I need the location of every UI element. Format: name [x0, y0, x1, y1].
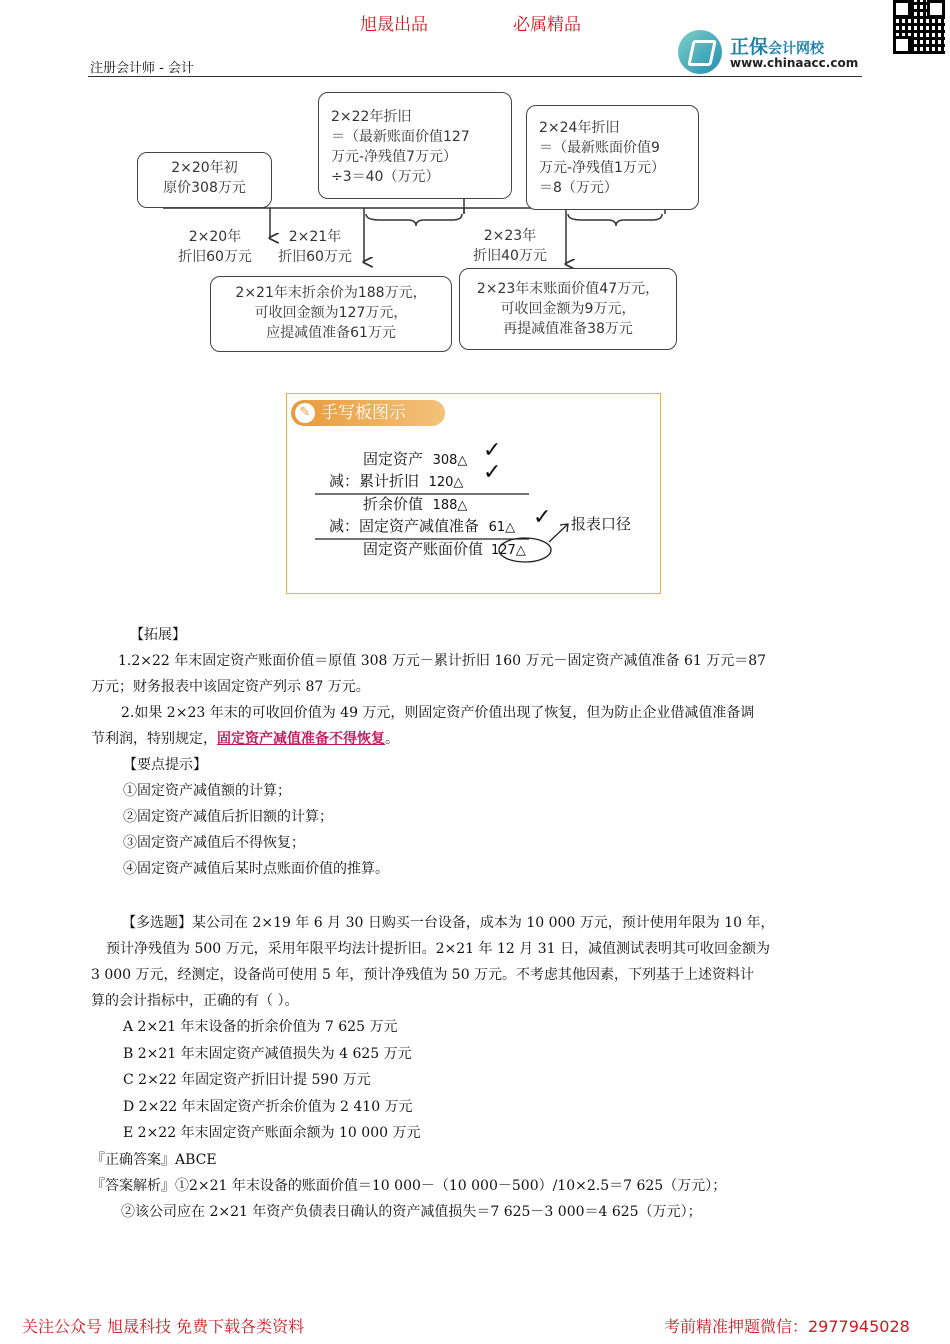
- option-e: E 2×22 年末固定资产账面余额为 10 000 万元: [123, 1125, 421, 1141]
- tip-item: ②固定资产减值后折旧额的计算；: [123, 809, 333, 825]
- analysis-line: 『答案解析』①2×21 年末设备的账面价值＝10 000－（10 000－500）/10×2.5＝7 625（万元）；: [91, 1178, 727, 1194]
- box-2022-depreciation: [318, 92, 512, 199]
- label-line: 折旧60万元: [278, 249, 352, 265]
- emphasis-rule: 固定资产减值准备不得恢复: [217, 731, 385, 747]
- hw-row-label: 固定资产账面价值: [363, 540, 484, 558]
- question-line: 【多选题】某公司在 2×19 年 6 月 30 日购买一台设备，成本为 10 000 万元，预计使用年限为 10 年，: [122, 915, 775, 931]
- label-line: 2×23年: [483, 228, 537, 244]
- box-2024-line: ＝8（万元）: [539, 180, 618, 196]
- correct-answer: 『正确答案』ABCE: [91, 1152, 217, 1168]
- box-2021-year-end: [210, 276, 452, 352]
- subject-title: 注册会计师 - 会计: [90, 61, 194, 76]
- box-2023-end-line: 2×23年末账面价值47万元，: [476, 281, 660, 297]
- label-line: 折旧40万元: [473, 248, 547, 264]
- expand-para-1a: 1.2×22 年末固定资产账面价值＝原值 308 万元－累计折旧 160 万元－固定资产减值准备 61 万元＝87: [118, 653, 767, 669]
- box-2024-depreciation: [526, 105, 699, 210]
- box-2024-line: ＝（最新账面价值9: [539, 140, 660, 156]
- pen-icon: ✎: [295, 403, 315, 423]
- hw-row-label: 固定资产减值准备: [359, 517, 480, 535]
- question-line: 算的会计指标中，正确的有（ ）。: [91, 993, 299, 1009]
- label-line: 折旧60万元: [178, 249, 252, 265]
- label-2021-depreciation: [268, 227, 362, 267]
- handwriting-board: [286, 393, 661, 594]
- box-initial-line: 2×20年初: [171, 160, 238, 176]
- check-mark-icon: ✓: [483, 438, 502, 463]
- tip-item: ④固定资产减值后某时点账面价值的推算。: [123, 861, 389, 877]
- hw-row-value: 120△: [428, 475, 464, 490]
- label-2023-depreciation: [462, 226, 558, 266]
- expand-para-1b: 万元；财务报表中该固定资产列示 87 万元。: [91, 679, 370, 695]
- box-2021-end-line: 2×21年末折余价为188万元，: [235, 285, 427, 301]
- brand-url: www.chinaacc.com: [730, 56, 859, 70]
- hw-row-value: 61△: [488, 520, 516, 535]
- tip-item: ③固定资产减值后不得恢复；: [123, 835, 305, 851]
- brand-name: 正保: [730, 36, 769, 58]
- hw-note: 报表口径: [571, 515, 632, 533]
- hw-row-prefix: 减：: [329, 472, 360, 490]
- box-2023-end-line: 可收回金额为9万元，: [500, 301, 636, 317]
- expand-para-2b: [91, 726, 399, 752]
- tips-title: 【要点提示】: [123, 757, 207, 773]
- box-2024-line: 2×24年折旧: [539, 120, 620, 136]
- option-a: A 2×21 年末设备的折余价值为 7 625 万元: [123, 1019, 398, 1035]
- analysis-line: ②该公司应在 2×21 年资产负债表日确认的资产减值损失＝7 625－3 000＝4 625（万元）；: [121, 1204, 702, 1220]
- header-right-title: 必属精品: [513, 15, 581, 35]
- box-initial-line: 原价308万元: [163, 180, 246, 196]
- box-2022-line: 2×22年折旧: [331, 109, 412, 125]
- check-mark-icon: ✓: [483, 460, 502, 485]
- hw-row-prefix: 减：: [329, 517, 360, 535]
- header-left-title: 旭晟出品: [360, 15, 428, 35]
- handwriting-strokes: [287, 394, 660, 593]
- box-initial-cost: [137, 152, 272, 208]
- box-2024-line: 万元-净残值1万元）: [539, 160, 665, 176]
- expand-2b-pre: 节利润，特别规定，: [91, 731, 217, 747]
- expand-title: 【拓展】: [130, 627, 186, 643]
- hw-row-label: 累计折旧: [359, 472, 420, 490]
- label-line: 2×21年: [288, 229, 342, 245]
- tip-item: ①固定资产减值额的计算；: [123, 783, 291, 799]
- handwriting-title: 手写板图示: [321, 403, 406, 423]
- box-2023-end-line: 再提减值准备38万元: [503, 321, 633, 337]
- question-line: 预计净残值为 500 万元，采用年限平均法计提折旧。2×21 年 12 月 31 日，减值测试表明其可收回金额为: [106, 941, 770, 957]
- hw-row: [363, 539, 526, 561]
- box-2021-end-line: 应提减值准备61万元: [266, 325, 396, 341]
- option-d: D 2×22 年末固定资产折余价值为 2 410 万元: [123, 1099, 413, 1115]
- expand-para-2a: 2.如果 2×23 年末的可收回价值为 49 万元，则固定资产价值出现了恢复，但为防止企业借减值准备调: [121, 705, 755, 721]
- hw-row-label: 折余价值: [363, 495, 424, 513]
- box-2022-line: ＝（最新账面价值127: [331, 129, 470, 145]
- brand-sub: 会计网校: [768, 41, 825, 57]
- label-line: 2×20年: [188, 229, 242, 245]
- hw-row: [363, 494, 467, 516]
- label-2020-depreciation: [168, 227, 262, 267]
- footer-left: 关注公众号 旭晟科技 免费下载各类资料: [22, 1317, 305, 1336]
- footer-right: 考前精准押题微信：2977945028: [664, 1317, 910, 1336]
- box-2023-year-end: [459, 268, 677, 350]
- check-mark-icon: ✓: [533, 505, 552, 530]
- hw-row-label: 固定资产: [363, 450, 424, 468]
- box-2022-line: ÷3＝40（万元）: [331, 169, 440, 185]
- question-line: 3 000 万元，经测定，设备尚可使用 5 年，预计净残值为 50 万元。不考虑其他因素，下列基于上述资料计: [91, 967, 755, 983]
- box-2022-line: 万元-净残值7万元）: [331, 149, 457, 165]
- hw-row-value: 127△: [491, 543, 526, 558]
- hw-row-value: 188△: [432, 498, 468, 513]
- option-c: C 2×22 年固定资产折旧计提 590 万元: [123, 1072, 371, 1088]
- hw-row: [329, 516, 515, 538]
- hw-row: [363, 449, 467, 471]
- hw-row-value: 308△: [432, 453, 468, 468]
- hw-row: [329, 471, 463, 493]
- option-b: B 2×21 年末固定资产减值损失为 4 625 万元: [123, 1046, 412, 1062]
- box-2021-end-line: 可收回金额为127万元，: [254, 305, 408, 321]
- expand-2b-post: 。: [385, 731, 399, 747]
